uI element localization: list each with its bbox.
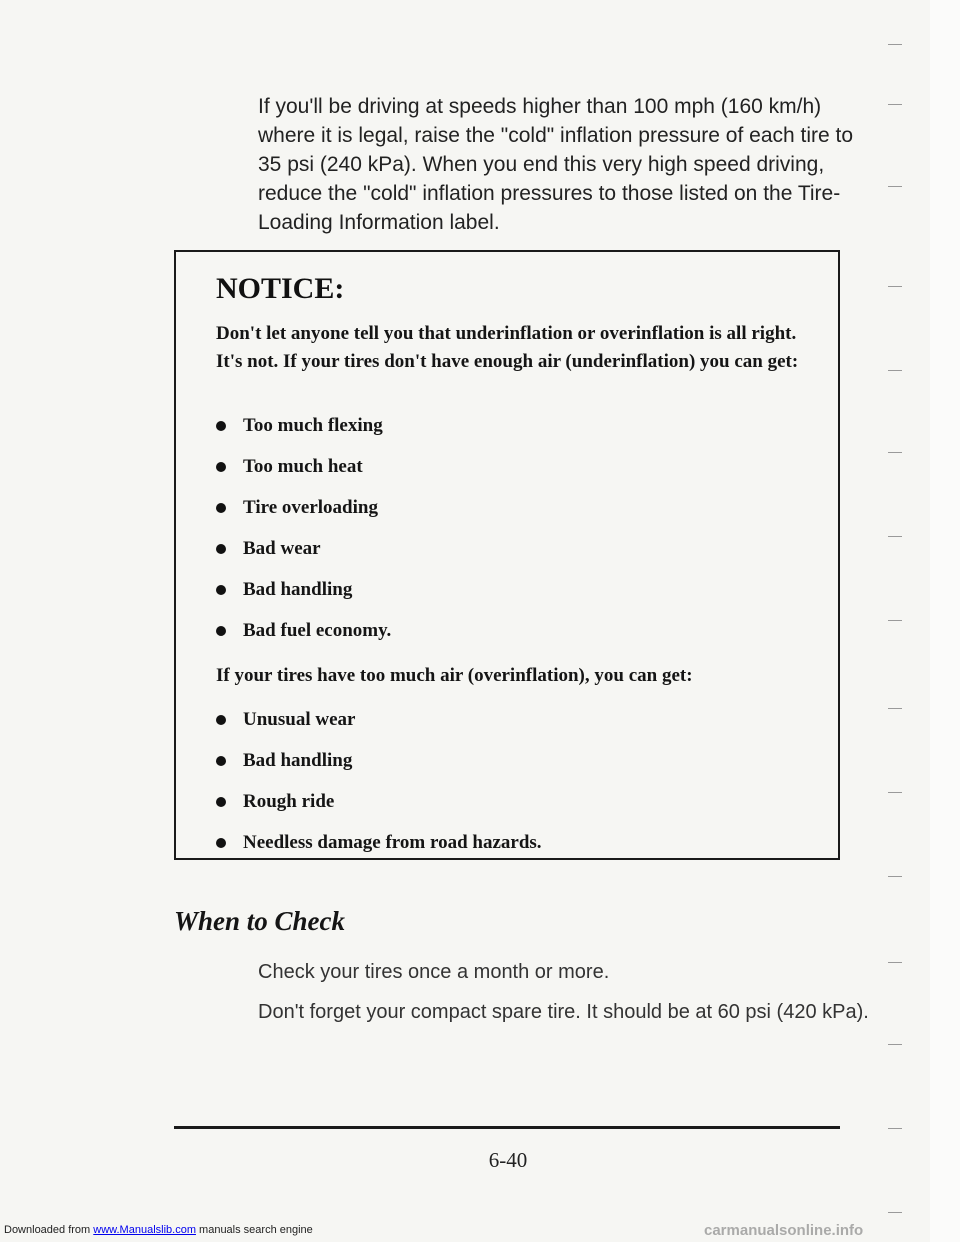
margin-tick (888, 370, 902, 371)
list-item: Bad handling (216, 747, 542, 788)
footer-rule (174, 1126, 840, 1129)
download-prefix: Downloaded from (4, 1224, 94, 1236)
margin-tick (888, 44, 902, 45)
list-item: Unusual wear (216, 706, 542, 747)
margin-tick (888, 876, 902, 877)
page-number: 6-40 (488, 1148, 528, 1172)
notice-box (174, 250, 840, 860)
notice-paragraph-overinflation: If your tires have too much air (overinflation), you can get: (216, 665, 693, 686)
page-edge-strip (930, 0, 960, 1242)
margin-tick (888, 1128, 902, 1129)
margin-tick (888, 186, 902, 187)
margin-tick (888, 1044, 902, 1045)
margin-tick (888, 962, 902, 963)
list-item: Bad fuel economy. (216, 617, 391, 658)
list-item: Tire overloading (216, 494, 391, 535)
list-item: Too much flexing (216, 412, 391, 453)
download-suffix: manuals search engine (195, 1224, 313, 1236)
section-heading: When to Check (174, 906, 346, 936)
list-item: Needless damage from road hazards. (216, 829, 542, 870)
underinflation-list (216, 412, 391, 658)
margin-tick (888, 792, 902, 793)
margin-tick (888, 1212, 902, 1213)
overinflation-list (216, 706, 542, 870)
watermark: carmanualsonline.info (704, 1222, 864, 1239)
margin-tick (888, 536, 902, 537)
margin-tick (888, 452, 902, 453)
list-item: Rough ride (216, 788, 542, 829)
margin-tick (888, 104, 902, 105)
margin-tick (888, 620, 902, 621)
download-source-line (4, 1224, 313, 1236)
margin-tick (888, 708, 902, 709)
notice-title: NOTICE: (216, 272, 345, 305)
margin-tick (888, 286, 902, 287)
list-item: Bad wear (216, 535, 391, 576)
intro-paragraph: If you'll be driving at speeds higher than 100 mph (160 km/h) where it is legal, raise the "cold" inflation pressure of each tire to 35 psi (240 kPa). When you end this very high speed driving, reduce the "cold" inflation pressures to those listed on the Tire-Loading Information label. (258, 95, 854, 234)
list-item: Bad handling (216, 576, 391, 617)
notice-paragraph-underinflation: Don't let anyone tell you that underinflation or overinflation is all right. It's not. If your tires don't have enough air (underinflation) you can get: (216, 323, 799, 372)
manualslib-link[interactable]: www.Manualslib.com (93, 1224, 196, 1236)
check-frequency-paragraph: Check your tires once a month or more. (258, 961, 610, 983)
list-item: Too much heat (216, 453, 391, 494)
spare-tire-paragraph: Don't forget your compact spare tire. It should be at 60 psi (420 kPa). (258, 1001, 869, 1023)
